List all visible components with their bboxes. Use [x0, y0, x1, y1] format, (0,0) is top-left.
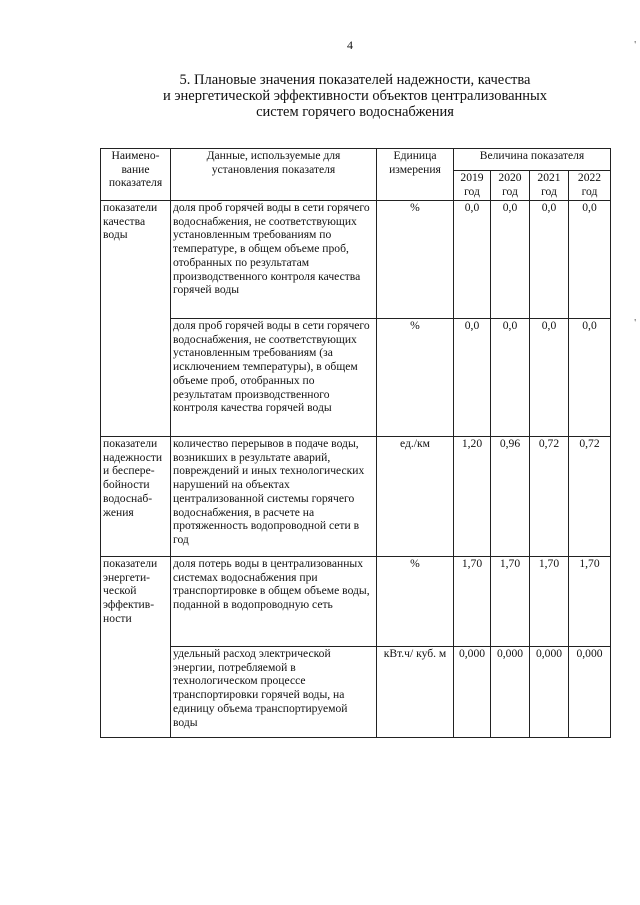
header-year-2019: 2019 год: [454, 171, 491, 201]
value-2022: 1,70: [569, 557, 611, 647]
row-unit: ед./км: [377, 437, 454, 557]
value-2022: 0,000: [569, 647, 611, 738]
row-unit: %: [377, 557, 454, 647]
title-line-3: систем горячего водоснабжения: [256, 104, 454, 120]
title-line-1: 5. Плановые значения показателей надежности, качества: [179, 72, 531, 88]
scan-mark: ': [634, 318, 636, 329]
scan-mark: ': [634, 40, 636, 51]
indicator-reliability: показатели надежности и беспере-бойности водоснаб-жения: [101, 437, 171, 557]
title-line-2: и энергетической эффективности объектов централизованных: [162, 88, 548, 104]
table-row: [101, 557, 611, 647]
value-2022: 0,0: [569, 201, 611, 319]
row-unit: %: [377, 319, 454, 437]
indicator-energy-efficiency: показатели энергети-ческой эффектив-ности: [101, 557, 171, 738]
table-row: [101, 647, 611, 738]
value-2020: 1,70: [491, 557, 530, 647]
value-2020: 0,0: [491, 319, 530, 437]
value-2022: 0,0: [569, 319, 611, 437]
value-2019: 1,70: [454, 557, 491, 647]
page-number: 4: [347, 38, 353, 52]
value-2022: 0,72: [569, 437, 611, 557]
row-data-text: доля потерь воды в централизованных системах водоснабжения при транспортировке в общем объеме воды, поданной в водопроводную сеть: [171, 557, 377, 647]
table-row: [101, 437, 611, 557]
row-data-text: удельный расход электрической энергии, потребляемой в технологическом процессе транспортировки горячей воды, на единицу объема транспортируемой воды: [171, 647, 377, 738]
value-2021: 0,000: [530, 647, 569, 738]
row-unit: кВт.ч/ куб. м: [377, 647, 454, 738]
row-data-text: количество перерывов в подаче воды, возникших в результате аварий, повреждений и иных технологических нарушений на объектах централизованной системы горячего водоснабжения, в расчете на протяженность водопроводной сети в год: [171, 437, 377, 557]
header-value: Величина показателя: [454, 149, 611, 171]
header-year-2020: 2020 год: [491, 171, 530, 201]
header-data-used: Данные, используемые для установления показателя: [171, 149, 377, 201]
row-data-text: доля проб горячей воды в сети горячего водоснабжения, не соответствующих установленным требованиям (за исключением температуры), в общем объеме проб, отобранных по результатам производственного контроля качества горячей воды: [171, 319, 377, 437]
value-2019: 0,0: [454, 201, 491, 319]
row-data-text: доля проб горячей воды в сети горячего водоснабжения, не соответствующих установленным требованиям по температуре, в общем объеме проб, отобранных по результатам производственного контроля качества горячей воды: [171, 201, 377, 319]
header-year-2022: 2022 год: [569, 171, 611, 201]
value-2021: 0,0: [530, 201, 569, 319]
indicators-table: [100, 148, 611, 738]
value-2020: 0,000: [491, 647, 530, 738]
value-2021: 0,72: [530, 437, 569, 557]
value-2020: 0,96: [491, 437, 530, 557]
page-title: [100, 72, 610, 120]
value-2019: 1,20: [454, 437, 491, 557]
value-2019: 0,0: [454, 319, 491, 437]
indicator-quality: показатели качества воды: [101, 201, 171, 437]
header-year-2021: 2021 год: [530, 171, 569, 201]
header-indicator-name: Наимено-вание показателя: [101, 149, 171, 201]
row-unit: %: [377, 201, 454, 319]
header-unit: Единица измерения: [377, 149, 454, 201]
value-2019: 0,000: [454, 647, 491, 738]
value-2021: 1,70: [530, 557, 569, 647]
table-row: [101, 319, 611, 437]
value-2020: 0,0: [491, 201, 530, 319]
table-row: [101, 201, 611, 319]
value-2021: 0,0: [530, 319, 569, 437]
